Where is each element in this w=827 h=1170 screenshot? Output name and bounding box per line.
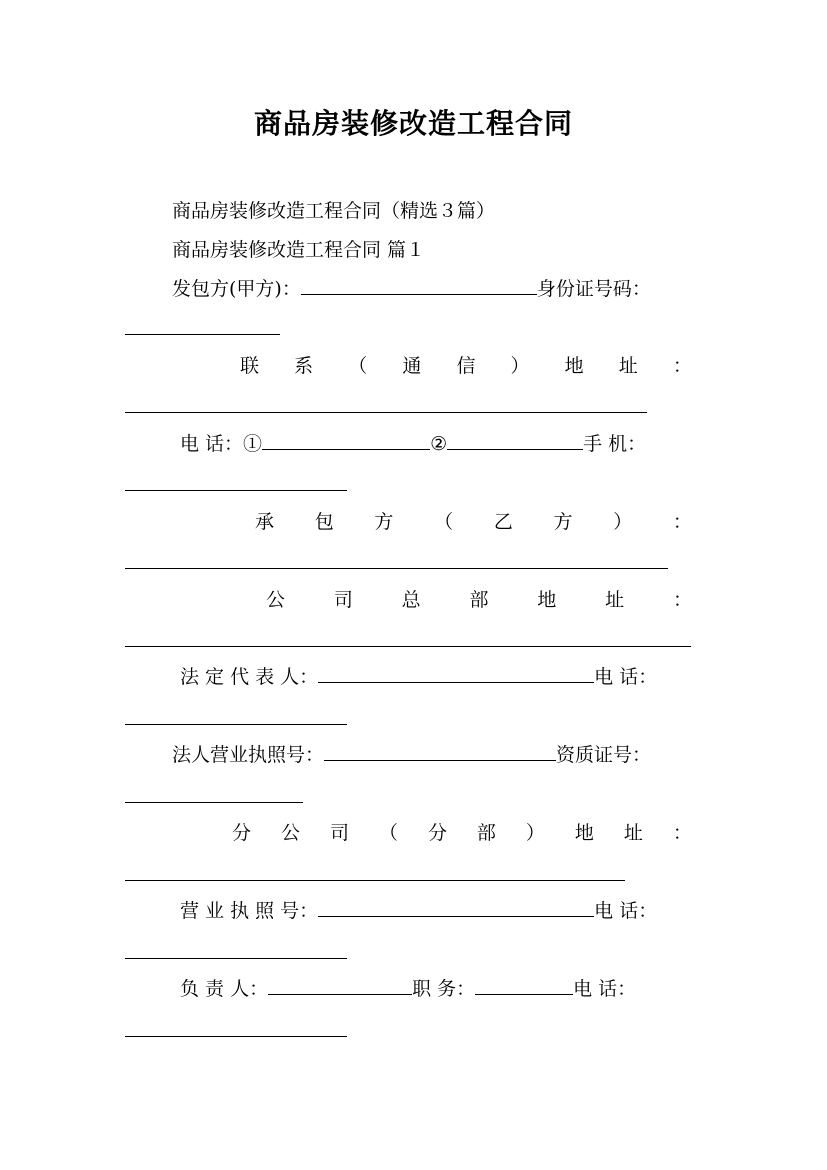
char: 址 bbox=[605, 589, 625, 611]
char: 信 bbox=[456, 355, 476, 377]
business-license-row bbox=[180, 896, 692, 926]
section-heading: 商品房装修改造工程合同 篇１ bbox=[172, 239, 426, 261]
char: 总 bbox=[401, 589, 421, 611]
license-row bbox=[172, 740, 692, 770]
license-label: 法人营业执照号： bbox=[172, 744, 325, 766]
char: 司 bbox=[329, 822, 349, 844]
party-a-blank bbox=[301, 274, 537, 295]
char: 址 bbox=[618, 355, 638, 377]
person-phone-blank bbox=[125, 1036, 347, 1037]
id-number-label: 身份证号码： bbox=[536, 278, 651, 300]
phone-row bbox=[180, 429, 692, 459]
party-a-label: 发包方(甲方)： bbox=[172, 278, 301, 300]
legal-rep-phone-label: 电 话： bbox=[594, 666, 658, 688]
phone-label: 电 话： bbox=[180, 433, 244, 455]
char: 公 bbox=[280, 822, 300, 844]
char: （ bbox=[434, 511, 454, 533]
legal-rep-blank bbox=[318, 662, 594, 683]
person-in-charge-row bbox=[180, 974, 692, 1004]
char: ） bbox=[525, 822, 545, 844]
phone-2-blank bbox=[447, 429, 583, 450]
char: 通 bbox=[402, 355, 422, 377]
contractor-row bbox=[255, 507, 692, 537]
business-phone-blank bbox=[125, 958, 347, 959]
phone-1-blank bbox=[262, 429, 430, 450]
position-blank bbox=[475, 974, 573, 995]
legal-rep-row bbox=[180, 662, 692, 692]
char: 包 bbox=[314, 511, 334, 533]
qualification-blank bbox=[125, 802, 303, 803]
business-license-blank bbox=[318, 896, 594, 917]
position-label: 职 务： bbox=[412, 978, 476, 1000]
person-phone-label: 电 话： bbox=[573, 978, 637, 1000]
char: 地 bbox=[564, 355, 584, 377]
char: ） bbox=[510, 355, 530, 377]
char: 分 bbox=[427, 822, 447, 844]
char: 承 bbox=[255, 511, 275, 533]
char: 司 bbox=[333, 589, 353, 611]
circle-one: ① bbox=[243, 433, 263, 455]
char: 部 bbox=[476, 822, 496, 844]
char: （ bbox=[348, 355, 368, 377]
char: 地 bbox=[537, 589, 557, 611]
char: ） bbox=[613, 511, 633, 533]
char: （ bbox=[378, 822, 398, 844]
party-a-row bbox=[172, 274, 692, 304]
business-license-label: 营 业 执 照 号： bbox=[180, 900, 319, 922]
char: 部 bbox=[469, 589, 489, 611]
char: 地 bbox=[574, 822, 594, 844]
char: 乙 bbox=[493, 511, 513, 533]
char: 联 bbox=[240, 355, 260, 377]
char: ： bbox=[672, 589, 692, 611]
person-in-charge-label: 负 责 人： bbox=[180, 978, 269, 1000]
hq-address-row bbox=[266, 585, 692, 615]
circle-two: ② bbox=[430, 433, 448, 455]
id-number-blank bbox=[125, 334, 280, 335]
char: 公 bbox=[266, 589, 286, 611]
char: 址 bbox=[623, 822, 643, 844]
branch-address-blank bbox=[125, 880, 625, 881]
char: ： bbox=[672, 355, 692, 377]
legal-rep-label: 法 定 代 表 人： bbox=[180, 666, 319, 688]
mobile-label: 手 机： bbox=[583, 433, 647, 455]
contractor-blank bbox=[125, 568, 668, 569]
intro-line: 商品房装修改造工程合同（精选３篇） bbox=[172, 200, 496, 222]
branch-address-row bbox=[232, 818, 692, 848]
char: 系 bbox=[294, 355, 314, 377]
qualification-label: 资质证号： bbox=[556, 744, 652, 766]
contact-address-blank bbox=[125, 412, 647, 413]
hq-address-blank bbox=[125, 646, 691, 647]
char: 分 bbox=[232, 822, 252, 844]
char: 方 bbox=[374, 511, 394, 533]
char: ： bbox=[672, 822, 692, 844]
business-phone-label: 电 话： bbox=[594, 900, 658, 922]
contact-address-row bbox=[240, 351, 692, 381]
document-title: 商品房装修改造工程合同 bbox=[253, 107, 573, 140]
person-in-charge-blank bbox=[268, 974, 412, 995]
legal-rep-phone-blank bbox=[125, 724, 347, 725]
mobile-blank bbox=[125, 490, 347, 491]
char: ： bbox=[672, 511, 692, 533]
char: 方 bbox=[553, 511, 573, 533]
license-blank bbox=[324, 740, 556, 761]
